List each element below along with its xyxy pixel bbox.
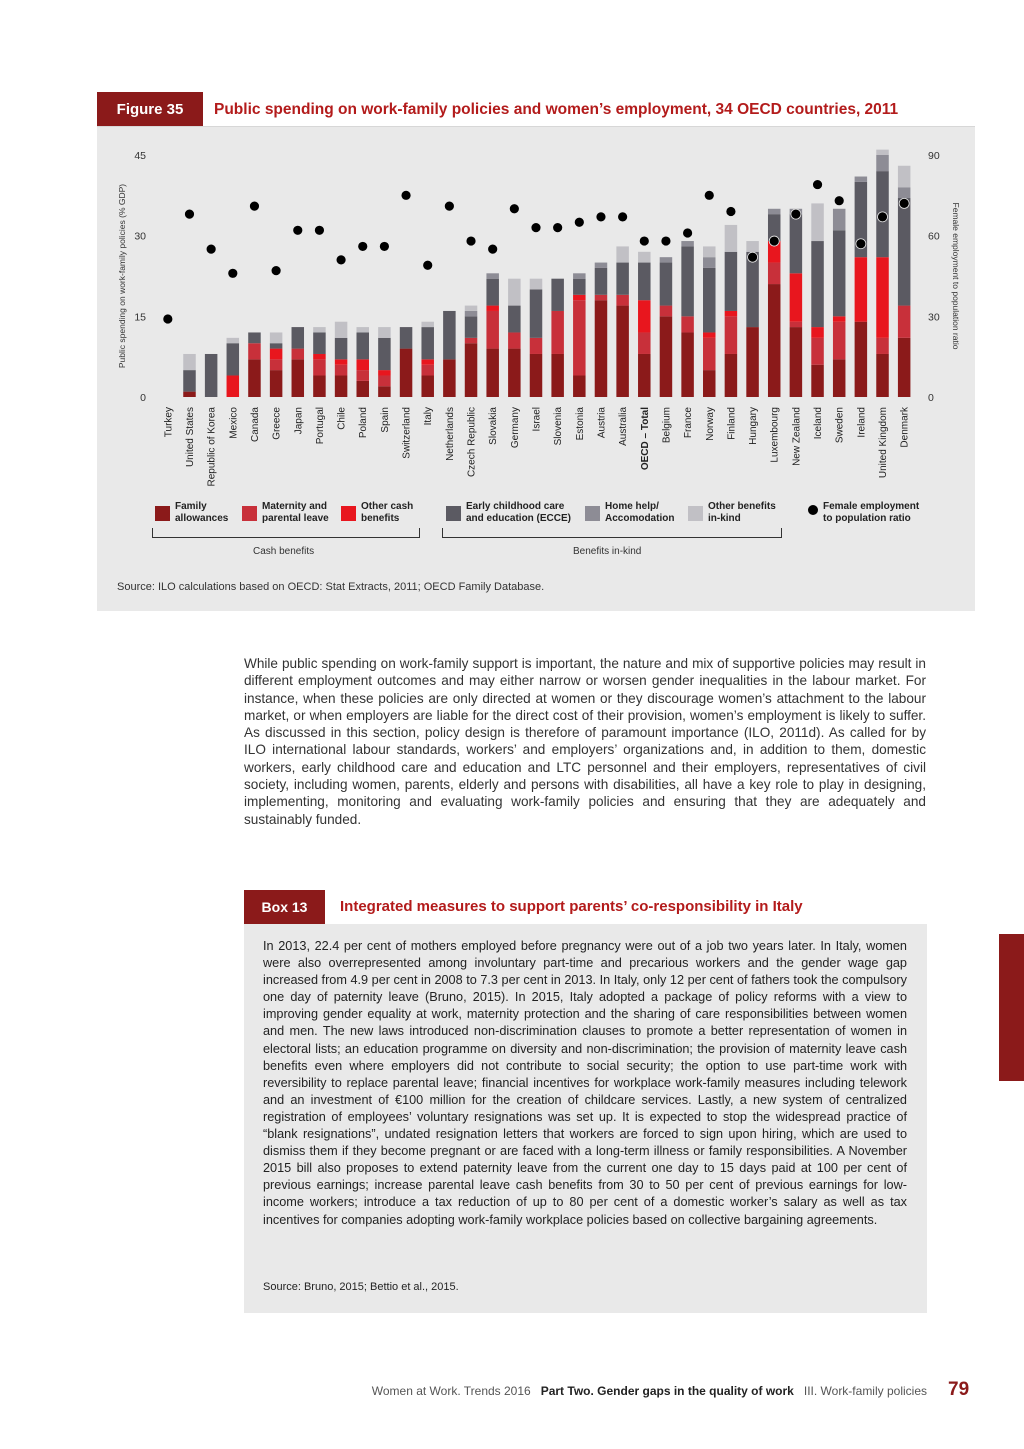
bar-segment: [638, 263, 651, 301]
category-label: Australia: [618, 407, 630, 446]
category-label: Iceland: [813, 407, 825, 440]
legend-label: Home help/ Accomodation: [605, 501, 675, 524]
category-label: United States: [184, 407, 196, 468]
employment-ratio-dot: [509, 204, 519, 214]
y-axis-label: Public spending on work-family policies (% GDP): [117, 183, 127, 369]
employment-ratio-dot: [488, 244, 498, 254]
category-label: Mexico: [228, 407, 240, 439]
bar-segment: [725, 311, 738, 316]
bar-segment: [746, 252, 759, 327]
employment-ratio-dot: [423, 260, 433, 270]
benefits-in-kind-bracket: [442, 528, 782, 538]
bar-segment: [270, 349, 283, 360]
bar-segment: [400, 349, 413, 397]
employment-ratio-dot: [574, 217, 584, 227]
bar-segment: [876, 150, 889, 155]
bar-segment: [833, 209, 846, 231]
bar-segment: [573, 295, 586, 300]
bar-segment: [356, 381, 369, 397]
bar-segment: [638, 354, 651, 397]
bar-segment: [378, 338, 391, 370]
bar-segment: [486, 273, 499, 278]
employment-ratio-dot: [401, 190, 411, 200]
bar-segment: [573, 300, 586, 375]
category-label: France: [683, 407, 695, 439]
employment-ratio-dot: [206, 244, 216, 254]
category-label: Turkey: [163, 407, 175, 438]
bar-segment: [573, 375, 586, 397]
bar-segment: [356, 359, 369, 370]
bar-segment: [898, 166, 911, 188]
category-label: Italy: [423, 407, 435, 426]
bar-segment: [292, 349, 305, 360]
footer-part: Part Two. Gender gaps in the quality of work: [540, 1384, 794, 1398]
bar-segment: [638, 300, 651, 332]
bar-segment: [443, 359, 456, 397]
legend-label: Other benefits in-kind: [708, 501, 776, 524]
y-tick-label: 30: [134, 230, 146, 243]
bar-segment: [183, 354, 196, 370]
bar-segment: [811, 338, 824, 365]
bar-segment: [616, 295, 629, 306]
bar-segment: [616, 263, 629, 295]
bar-segment: [530, 289, 543, 337]
bar-segment: [703, 246, 716, 257]
category-label: Slovenia: [553, 407, 565, 446]
y-tick-label: 15: [134, 311, 146, 324]
bar-segment: [465, 343, 478, 397]
bar-segment: [660, 263, 673, 306]
bar-segment: [746, 327, 759, 397]
bar-segment: [335, 375, 348, 397]
bar-segment: [248, 332, 261, 343]
bar-segment: [270, 359, 283, 370]
bar-segment: [486, 279, 499, 306]
box-text: In 2013, 22.4 per cent of mothers employed before pregnancy were out of a job two years later. In Italy, women were also overrepresented among involuntary part-time and precarious workers and the gender wage gap increased from 4.9 per cent in 2008 to 7.3 per cent in 2013. In Italy, only 12 per cent of fathers took the compulsory one day of paternity leave (Bruno, 2015). In 2015, Italy adopted a package of policy reforms with a view to improving gender equality at work, maternity protection and the sharing of care responsibilities between women and men. The new laws introduced non-discrimination clauses to promote a better representation of women in electoral lists; an education programme on diversity and non-discrimination; the provision of maternity leave cash benefits even where employers did not contribute to social security; the option to use part-time work with reversibility to replace parental leave; financial incentives for workplace work-family measures including telework and an investment of €100 million for the creation of childcare services. Lastly, a new system of centralized registration of employees’ voluntary resignations was set up. It is expected to stop the widespread practice of “blank resignations”, undated resignation letters that workers are forced to sign upon hiring, which are used to dismiss them if they become pregnant or are faced with a long-term illness or family responsibilities. A November 2015 bill also proposes to extend paternity leave from the current one day to 15 days paid at 100 per cent of previous earnings; increase parental leave cash benefits from 30 to 50 per cent of previous earnings for low-income workers; introduce a tax reduction of up to 80 per cent of a domestic worker’s salary as well as tax incentives for companies adopting work-family workplace policies based on collective bargaining agreements.: [263, 939, 907, 1227]
bar-segment: [248, 343, 261, 359]
category-label: Sweden: [834, 407, 846, 444]
bar-segment: [855, 322, 868, 397]
employment-ratio-dot: [271, 266, 281, 276]
bar-segment: [660, 306, 673, 317]
bar-segment: [551, 279, 564, 311]
category-label: Germany: [509, 407, 521, 449]
category-label: Portugal: [314, 407, 326, 445]
employment-ratio-dot: [639, 236, 649, 246]
bar-segment: [335, 322, 348, 338]
bar-segment: [725, 354, 738, 397]
employment-ratio-dot: [531, 223, 541, 233]
bar-segment: [703, 257, 716, 268]
box-panel: [244, 924, 927, 1313]
bar-segment: [790, 214, 803, 273]
figure-source: Source: ILO calculations based on OECD: Stat Extracts, 2011; OECD Family Database.: [117, 581, 545, 593]
bar-segment: [378, 370, 391, 375]
bar-segment: [421, 375, 434, 397]
bar-segment: [703, 332, 716, 337]
legend-item: [805, 501, 919, 525]
bar-segment: [855, 177, 868, 182]
bar-segment: [616, 246, 629, 262]
employment-ratio-dot: [336, 255, 346, 265]
figure-label: Figure 35: [97, 92, 203, 127]
footer-chapter: III. Work-family policies: [803, 1384, 927, 1398]
bar-segment: [833, 322, 846, 360]
bar-segment: [183, 370, 196, 392]
bar-segment: [486, 306, 499, 311]
category-label: Greece: [271, 407, 283, 440]
bar-segment: [551, 311, 564, 354]
bar-segment: [356, 327, 369, 332]
employment-ratio-dot: [791, 209, 801, 219]
bar-segment: [898, 338, 911, 397]
category-label: Belgium: [661, 407, 673, 444]
legend-item: [446, 501, 571, 525]
legend-item: [341, 501, 413, 525]
box-label: Box 13: [244, 890, 325, 924]
y2-tick-label: 60: [928, 230, 940, 243]
cash-benefits-bracket: [152, 528, 420, 538]
bar-segment: [790, 327, 803, 397]
bar-segment: [378, 386, 391, 397]
bar-segment: [746, 241, 759, 252]
legend-swatch: [585, 506, 600, 521]
employment-ratio-dot: [661, 236, 671, 246]
bar-segment: [205, 354, 218, 397]
bar-segment: [703, 268, 716, 333]
employment-ratio-dot: [769, 236, 779, 246]
bar-segment: [898, 306, 911, 338]
footer-publication: Women at Work. Trends 2016: [371, 1384, 531, 1398]
legend-item: [585, 501, 674, 525]
bar-segment: [681, 246, 694, 316]
y-tick-label: 0: [140, 392, 146, 404]
bar-segment: [725, 316, 738, 354]
employment-ratio-dot: [444, 201, 454, 211]
category-label: Poland: [358, 407, 370, 439]
group-label-cash: Cash benefits: [253, 546, 315, 557]
bar-segment: [833, 230, 846, 316]
bar-segment: [486, 311, 499, 349]
employment-ratio-dot: [899, 198, 909, 208]
bar-segment: [811, 203, 824, 241]
bar-segment: [595, 300, 608, 397]
employment-ratio-dot: [748, 252, 758, 262]
employment-ratio-dot: [726, 206, 736, 216]
bar-segment: [898, 198, 911, 306]
bar-segment: [248, 359, 261, 397]
bar-segment: [638, 252, 651, 263]
employment-ratio-dot: [704, 190, 714, 200]
bar-segment: [681, 316, 694, 332]
employment-ratio-dot: [553, 223, 563, 233]
bar-segment: [811, 365, 824, 397]
bar-segment: [811, 241, 824, 327]
bar-segment: [595, 263, 608, 268]
legend-item: [688, 501, 776, 525]
bar-segment: [508, 306, 521, 333]
category-label: Spain: [379, 407, 391, 433]
bar-segment: [465, 338, 478, 343]
bar-segment: [313, 332, 326, 354]
bar-segment: [573, 279, 586, 295]
bar-segment: [833, 316, 846, 321]
employment-ratio-dot: [596, 212, 606, 222]
chapter-side-tab: [999, 934, 1024, 1081]
y2-tick-label: 30: [928, 311, 940, 324]
category-label: Austria: [596, 407, 608, 439]
bar-segment: [313, 327, 326, 332]
bar-segment: [638, 332, 651, 354]
bar-segment: [681, 241, 694, 246]
bar-segment: [227, 343, 240, 375]
employment-ratio-dot: [466, 236, 476, 246]
body-paragraph: While public spending on work-family support is important, the nature and mix of supportive policies may result in different employment outcomes and may either narrow or worsen gender inequalities in the labour market. For instance, when these policies are only directed at women or they discourage women’s attachment to the labour market, or when employers are liable for the direct cost of their provision, women’s employment is likely to suffer. As discussed in this section, policy design is therefore of paramount importance (ILO, 2011d). As called for by ILO international labour standards, workers’ and employers’ organizations and, in addition to them, domestic workers, early childhood care and education and LTC personnel and their employers, representatives of civil society, including women, parents, elderly and persons with disabilities, all have a key role to play in designing, implementing, monitoring and evaluating work-family policies and ensuring that they are adequately and sustainably funded.: [244, 656, 926, 827]
bar-segment: [725, 225, 738, 252]
employment-ratio-dot: [228, 268, 238, 278]
legend-swatch: [242, 506, 257, 521]
bar-segment: [335, 338, 348, 360]
bar-segment: [876, 155, 889, 171]
employment-ratio-dot: [163, 314, 173, 324]
bar-segment: [725, 252, 738, 311]
box-title: Integrated measures to support parents’ co-responsibility in Italy: [340, 898, 803, 915]
bar-segment: [227, 375, 240, 397]
category-label: Japan: [293, 407, 305, 435]
employment-ratio-dot: [856, 239, 866, 249]
category-label: Chile: [336, 407, 348, 430]
bar-segment: [616, 306, 629, 397]
bar-segment: [421, 322, 434, 327]
category-label: Luxembourg: [769, 407, 781, 463]
bar-segment: [486, 349, 499, 397]
bar-segment: [335, 365, 348, 376]
employment-ratio-dot: [314, 225, 324, 235]
bar-segment: [465, 306, 478, 311]
bar-segment: [465, 316, 478, 338]
bar-segment: [595, 268, 608, 295]
y2-tick-label: 0: [928, 392, 934, 404]
bar-segment: [876, 257, 889, 338]
y-tick-label: 45: [134, 150, 146, 162]
category-label: Czech Republic: [466, 407, 478, 478]
bar-segment: [508, 349, 521, 397]
bar-segment: [530, 338, 543, 354]
legend-label: Female employment to population ratio: [823, 501, 920, 524]
category-label: Denmark: [899, 407, 911, 448]
bar-segment: [270, 332, 283, 343]
legend-label: Early childhood care and education (ECCE): [466, 501, 572, 524]
bar-segment: [183, 392, 196, 397]
bar-segment: [811, 327, 824, 338]
bar-segment: [292, 359, 305, 397]
category-label: New Zealand: [791, 407, 803, 466]
employment-ratio-dot: [813, 180, 823, 190]
bar-segment: [768, 263, 781, 285]
employment-ratio-dot: [379, 241, 389, 251]
y2-tick-label: 90: [928, 150, 940, 162]
employment-ratio-dot: [683, 228, 693, 238]
bar-segment: [530, 354, 543, 397]
employment-ratio-dot: [834, 196, 844, 206]
category-label: Netherlands: [444, 407, 456, 461]
bar-segment: [703, 370, 716, 397]
bar-segment: [855, 257, 868, 322]
bar-segment: [400, 327, 413, 349]
category-label: Switzerland: [401, 407, 413, 459]
category-label: United Kingdom: [878, 407, 890, 479]
bar-segment: [768, 284, 781, 397]
bar-segment: [356, 370, 369, 381]
legend-swatch: [341, 506, 356, 521]
bar-segment: [465, 311, 478, 316]
page-footer: [372, 1384, 927, 1406]
figure-title: Public spending on work-family policies and women’s employment, 34 OECD countries, 2011: [214, 101, 899, 118]
legend-dot-icon: [808, 505, 818, 515]
legend-label: Maternity and parental leave: [262, 501, 329, 524]
category-label: Finland: [726, 407, 738, 440]
page-number: 79: [948, 1379, 970, 1400]
category-label: Ireland: [856, 407, 868, 438]
bar-segment: [508, 279, 521, 306]
legend-swatch: [688, 506, 703, 521]
bar-segment: [551, 354, 564, 397]
bar-segment: [595, 295, 608, 300]
bar-segment: [378, 327, 391, 338]
category-label: Norway: [704, 407, 716, 441]
employment-ratio-dot: [293, 225, 303, 235]
legend-swatch: [446, 506, 461, 521]
bar-segment: [790, 322, 803, 327]
bar-segment: [508, 332, 521, 348]
employment-ratio-dot: [878, 212, 888, 222]
box-source: Source: Bruno, 2015; Bettio et al., 2015.: [263, 1281, 459, 1293]
bar-segment: [270, 370, 283, 397]
bar-segment: [898, 187, 911, 198]
bar-segment: [313, 359, 326, 375]
stacked-bar-chart: [97, 127, 975, 611]
employment-ratio-dot: [184, 209, 194, 219]
legend-swatch: [155, 506, 170, 521]
bar-segment: [443, 311, 456, 359]
y2-axis-label: Female employment to population ratio: [951, 202, 961, 350]
category-label: Estonia: [574, 407, 586, 441]
bar-segment: [790, 273, 803, 321]
chart-panel: [97, 127, 975, 611]
bar-segment: [703, 338, 716, 370]
category-label: OECD – Total: [639, 407, 651, 471]
bar-segment: [876, 338, 889, 354]
bar-segment: [313, 354, 326, 359]
bar-segment: [660, 316, 673, 397]
employment-ratio-dot: [618, 212, 628, 222]
bar-segment: [356, 332, 369, 359]
category-label: Republic of Korea: [206, 407, 218, 487]
bar-segment: [833, 359, 846, 397]
bar-segment: [421, 365, 434, 376]
category-label: Slovakia: [488, 407, 500, 445]
bar-segment: [292, 327, 305, 349]
legend-label: Family allowances: [175, 501, 229, 524]
group-label-in-kind: Benefits in-kind: [573, 546, 642, 557]
legend-item: [155, 501, 228, 525]
employment-ratio-dot: [249, 201, 259, 211]
employment-ratio-dot: [358, 241, 368, 251]
bar-segment: [421, 327, 434, 359]
category-label: Canada: [249, 407, 261, 443]
bar-segment: [378, 375, 391, 386]
bar-segment: [660, 257, 673, 262]
bar-segment: [573, 273, 586, 278]
bar-segment: [768, 209, 781, 214]
bar-segment: [681, 332, 694, 397]
bar-segment: [313, 375, 326, 397]
bar-segment: [270, 343, 283, 348]
bar-segment: [421, 359, 434, 364]
category-label: Hungary: [748, 407, 760, 445]
bar-segment: [227, 338, 240, 343]
bar-segment: [876, 354, 889, 397]
category-label: Israel: [531, 407, 543, 432]
legend-label: Other cash benefits: [361, 501, 414, 524]
legend-item: [242, 501, 329, 525]
bar-segment: [335, 359, 348, 364]
bar-segment: [530, 279, 543, 290]
